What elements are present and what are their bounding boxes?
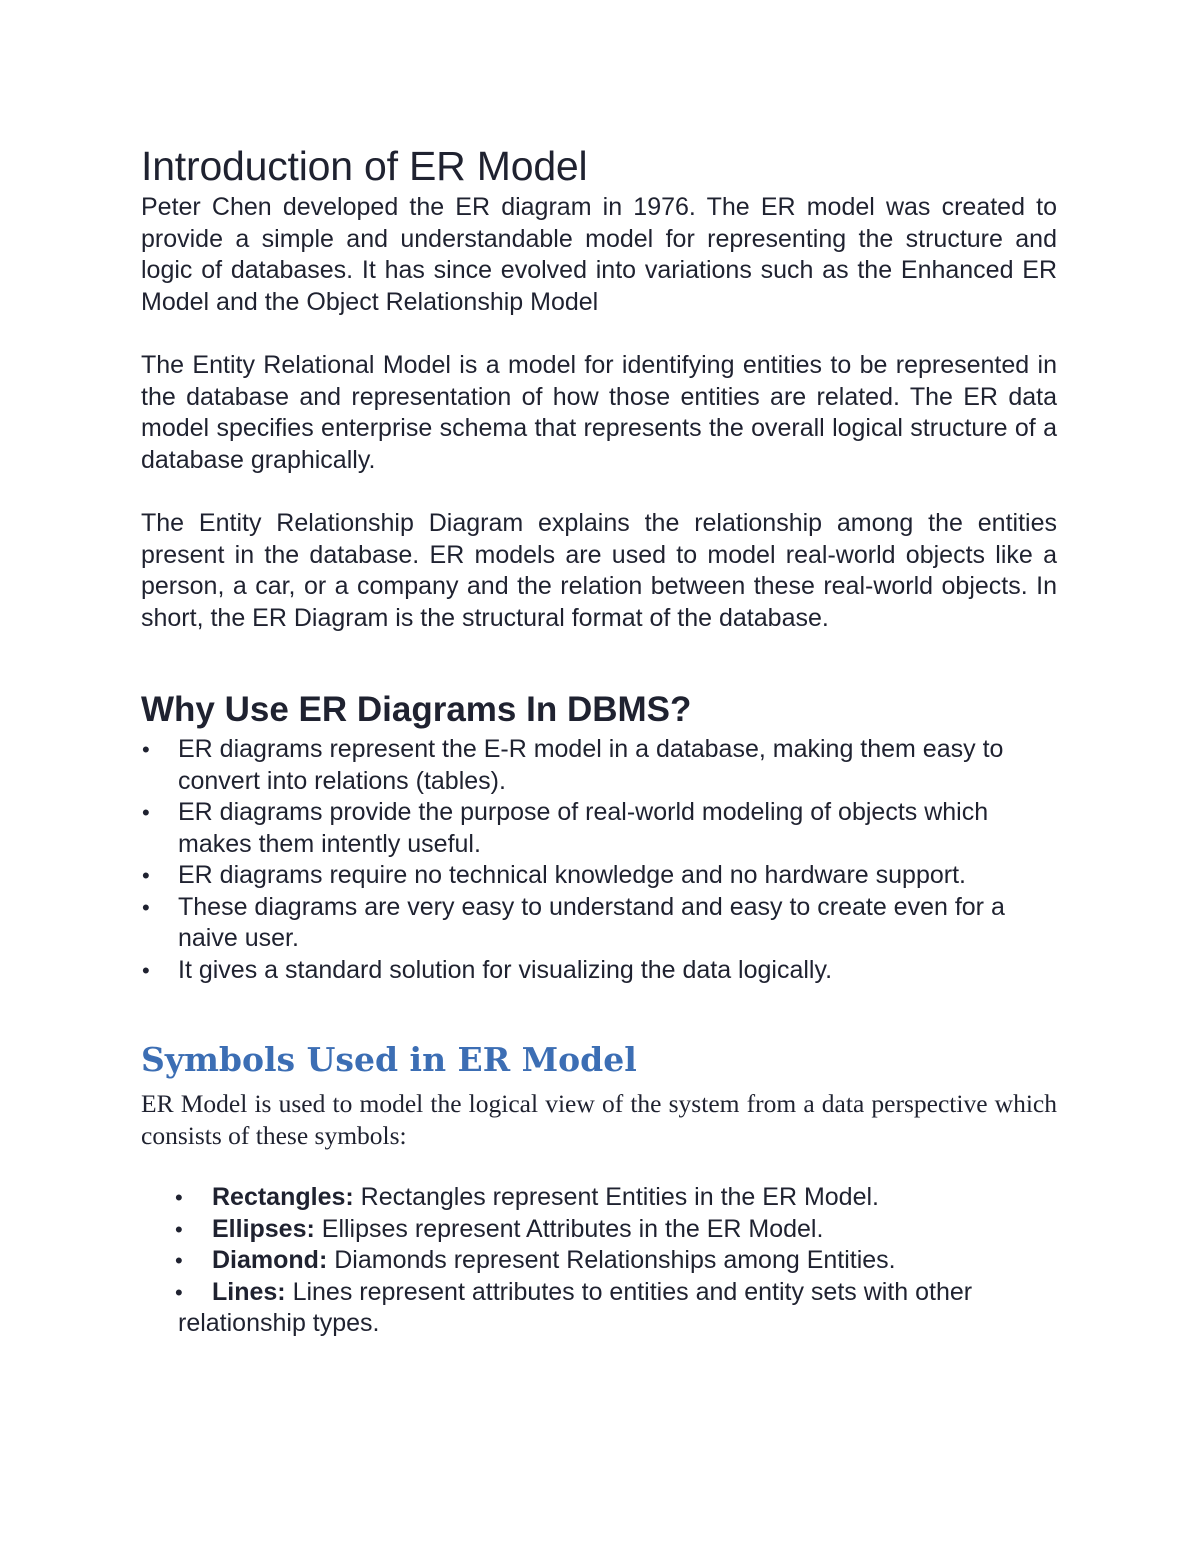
list-item <box>141 734 1057 797</box>
bullet-text: ER diagrams represent the E-R model in a database, making them easy to convert into relations (tables). <box>178 735 1004 795</box>
list-item <box>141 1182 1057 1214</box>
symbol-term: Ellipses: <box>212 1214 315 1243</box>
bullet-icon: • <box>142 863 150 888</box>
intro-paragraph-1: Peter Chen developed the ER diagram in 1976. The ER model was created to provide a simple and understandable model for representing the structure and logic of databases. It has since evolved into variations such as the Enhanced ER Model and the Object Relationship Model <box>141 193 1057 316</box>
why-section-heading: Why Use ER Diagrams In DBMS? <box>141 690 692 729</box>
list-item <box>141 892 1057 955</box>
bullet-icon: • <box>142 894 150 920</box>
symbols-list <box>141 1182 1057 1340</box>
intro-paragraph-3: The Entity Relationship Diagram explains the relationship among the entities present in the database. ER models are used to model real-world objects like a person, a car, or a company and the relation between these real-world objects. In short, the ER Diagram is the structural format of the database. <box>141 509 1057 632</box>
bullet-icon: • <box>142 737 150 762</box>
bullet-icon: • <box>175 1248 183 1273</box>
bullet-text: ER diagrams require no technical knowledge and no hardware support. <box>178 861 966 889</box>
bullet-icon: • <box>142 800 150 825</box>
list-item <box>141 1245 1057 1277</box>
bullet-icon: • <box>142 957 150 983</box>
symbols-section-heading: Symbols Used in ER Model <box>141 1040 637 1079</box>
symbol-description: Diamonds represent Relationships among Entities. <box>327 1246 896 1274</box>
page-title: Introduction of ER Model <box>141 143 588 189</box>
bullet-icon: • <box>175 1279 183 1305</box>
symbol-description: Lines represent attributes to entities and entity sets with other relationship types. <box>178 1277 973 1337</box>
document-page <box>141 140 1057 1340</box>
bullet-text: These diagrams are very easy to understand and easy to create even for a naive user. <box>178 892 1005 952</box>
symbol-term: Lines: <box>212 1277 286 1306</box>
bullet-text: It gives a standard solution for visualizing the data logically. <box>178 955 833 984</box>
bullet-icon: • <box>175 1185 183 1210</box>
symbols-intro: ER Model is used to model the logical view of the system from a data perspective which consists of these symbols: <box>141 1089 1057 1150</box>
list-item <box>141 1214 1057 1246</box>
symbol-term: Diamond: <box>212 1246 328 1274</box>
symbol-term: Rectangles: <box>212 1183 354 1211</box>
list-item <box>141 797 1057 860</box>
intro-paragraph-2: The Entity Relational Model is a model for identifying entities to be represented in the database and representation of how those entities are related. The ER data model specifies enterprise schema that represents the overall logical structure of a database graphically. <box>141 351 1057 474</box>
list-item <box>141 1277 1057 1340</box>
list-item <box>141 860 1057 892</box>
why-bullet-list <box>141 734 1057 986</box>
bullet-text: ER diagrams provide the purpose of real-world modeling of objects which makes them intently useful. <box>178 798 989 858</box>
symbol-description: Rectangles represent Entities in the ER Model. <box>353 1183 879 1211</box>
list-item <box>141 955 1057 987</box>
symbol-description: Ellipses represent Attributes in the ER Model. <box>314 1214 824 1243</box>
bullet-icon: • <box>175 1216 183 1242</box>
